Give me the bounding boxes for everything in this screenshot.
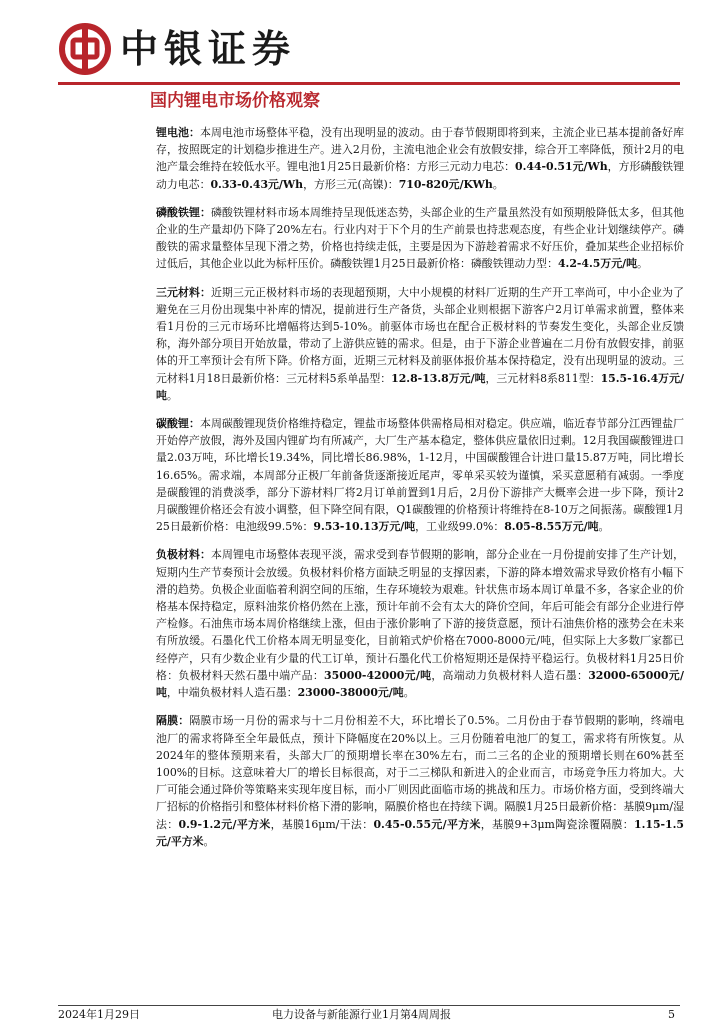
- paragraph-lithium-carbonate: 碳酸锂：本周碳酸锂现货价格维持稳定，锂盐市场整体供需格局相对稳定。供应端，临近春节部分江西锂盐厂开始停产放假，海外及国内锂矿均有所减产，大厂生产基本稳定，整体供应量依旧过剩。12月我国碳酸锂进口量2.03万吨，环比增长19.34%，同比增长86.98%，1-12月，中国碳酸锂合计进口量15.87万吨，同比增长16.65%。需求端，本周部分正极厂年前备货逐渐接近尾声，零单采买较为谨慎，采买意愿稍有减弱。一季度是碳酸锂的消费淡季，部分下游材料厂将2月订单前置到1月后，2月份下游排产大概率会进一步下降，预计2月碳酸锂价格还会有波小调整，但下降空间有限，Q1碳酸锂的价格预计将维持在8-10万之间振荡。碳酸锂1月25日最新价格：电池级99.5%：9.53-10.13万元/吨，工业级99.0%：8.05-8.55万元/吨。: [156, 417, 684, 534]
- price-value: 15.5-16.4万元/吨: [156, 371, 684, 402]
- paragraph-keyword: 负极材料：: [156, 548, 212, 562]
- footer-rule: [58, 1005, 680, 1006]
- price-value: 710-820元/KWh: [398, 177, 493, 191]
- price-value: 0.9-1.2元/平方米: [178, 817, 271, 831]
- price-value: 12.8-13.8万元/吨: [391, 371, 486, 385]
- section-title: 国内锂电市场价格观察: [150, 91, 320, 111]
- price-value: 0.33-0.43元/Wh: [210, 177, 304, 191]
- paragraph-keyword: 三元材料：: [156, 285, 212, 299]
- price-value: 23000-38000元/吨: [297, 686, 404, 700]
- price-value: 35000-42000元/吨: [324, 668, 432, 682]
- price-value: 4.2-4.5万元/吨: [557, 257, 638, 271]
- price-value: 8.05-8.55万元/吨: [504, 520, 599, 534]
- price-value: 0.45-0.55元/平方米: [373, 817, 481, 831]
- header-rule: [58, 82, 680, 85]
- paragraph-ternary: 三元材料：近期三元正极材料市场的表现超预期，大中小规模的材料厂近期的生产开工率尚可，中小企业为了避免在三月份出现集中补库的情况，提前进行生产备货，头部企业则根据下游客户2月订单需求前置，整体来看1月份的三元市场环比增幅将达到5-10%。前驱体市场也在配合正极材料的节奏发生变化，头部企业反馈称，海外部分项目开始放量，带动了上游供应链的需求。但是，由于下游企业普遍在二月份有放假安排，前驱体的开工率预计会有所下降。价格方面，近期三元材料及前驱体报价基本保持稳定，没有出现明显的波动。三元材料1月18日最新价格：三元材料5系单晶型：12.8-13.8万元/吨，三元材料8系811型：15.5-16.4万元/吨。: [156, 285, 684, 402]
- page-header: [58, 18, 678, 80]
- paragraph-anode: 负极材料：本周锂电市场整体表现平淡，需求受到春节假期的影响，部分企业在一月份提前安排了生产计划，短期内生产节奏预计会放缓。负极材料价格方面缺乏明显的支撑因素，下游的降本增效需求导致价格有小幅下滑的趋势。负极企业面临着利润空间的压缩，生存环境较为艰难。针状焦市场本周订单量不多，各家企业的价格基本保持稳定，原料油浆价格仍然在上涨，预计年前不会有太大的降价空间，年后可能会有部分企业进行停产检修。石油焦市场本周价格继续上涨，但由于涨价影响了下游的接货意愿，预计石油焦价格的涨势会在未来有所放缓。石墨化代工价格本周无明显变化，目前箱式炉价格在7000-8000元/吨，但实际上大多数厂家都已经停产，只有少数企业有少量的代工订单，预计石墨化代工价格短期还是保持平稳运行。负极材料1月25日价格：负极材料天然石墨中端产品：35000-42000元/吨，高端动力负极材料人造石墨：32000-65000元/吨，中端负极材料人造石墨：23000-38000元/吨。: [156, 548, 684, 700]
- brand-name: 中银证券: [120, 27, 297, 71]
- page-number: 5: [668, 1008, 675, 1021]
- paragraph-keyword: 磷酸铁锂：: [156, 205, 212, 219]
- paragraph-battery: 锂电池：本周电池市场整体平稳，没有出现明显的波动。由于春节假期即将到来，主流企业已基本提前备好库存，按照既定的计划稳步推进生产。进入2月份，主流电池企业会有放假安排，综合开工率降低，预计2月的电池产量会维持在较低水平。锂电池1月25日最新价格：方形三元动力电芯：0.44-0.51元/Wh，方形磷酸铁锂动力电芯：0.33-0.43元/Wh，方形三元(高镍)：710-820元/KWh。: [156, 126, 684, 191]
- paragraph-lfp: 磷酸铁锂：磷酸铁锂材料市场本周维持呈现低迷态势，头部企业的生产量虽然没有如预期般降低太多，但其他企业的生产量却仍下降了20%左右。行业内对于下个月的生产前景也持悲观态度，有些企业计划继续停产。磷酸铁的需求量整体呈现下滑之势，价格也持续走低，主要是因为下游趁着需求不好压价，叠加某些企业招标价过低后，其他企业以此为标杆压价。磷酸铁锂1月25日最新价格：磷酸铁锂动力型：4.2-4.5万元/吨。: [156, 205, 684, 271]
- report-body: [156, 124, 684, 861]
- footer-date: 2024年1月29日: [58, 1008, 140, 1021]
- paragraph-keyword: 锂电池：: [156, 126, 201, 139]
- price-value: 1.15-1.5元/平方米: [156, 817, 684, 848]
- paragraph-separator: 隔膜：隔膜市场一月份的需求与十二月份相差不大，环比增长了0.5%。二月份由于春节假期的影响，终端电池厂的需求将降至全年最低点，预计下降幅度在20%以上。三月份随着电池厂的复工，需求将有所恢复。从2024年的整体预期来看，头部大厂的预期增长率在30%左右，而二三名的企业的预期增长则在60%甚至100%的目标。这意味着大厂的增长目标很高，对于二三梯队和新进入的企业而言，市场竞争压力将加大。大厂可能会通过降价等策略来实现年度目标，而小厂则因此面临市场的挑战和压力。市场价格方面，受到终端大厂招标的价格指引和整体材料价格下滑的影响，隔膜价格也在持续下调。隔膜1月25日最新价格：基膜9μm/湿法：0.9-1.2元/平方米，基膜16μm/干法：0.45-0.55元/平方米，基膜9+3μm陶瓷涂覆隔膜：1.15-1.5元/平方米。: [156, 714, 684, 848]
- price-value: 32000-65000元/吨: [156, 668, 684, 700]
- price-value: 0.44-0.51元/Wh: [515, 160, 608, 174]
- paragraph-keyword: 隔膜：: [156, 714, 190, 728]
- bank-of-china-logo-icon: [58, 22, 112, 76]
- footer-report-title: 电力设备与新能源行业1月第4周周报: [272, 1008, 451, 1021]
- price-value: 9.53-10.13万元/吨: [313, 520, 416, 534]
- paragraph-keyword: 碳酸锂：: [156, 417, 201, 431]
